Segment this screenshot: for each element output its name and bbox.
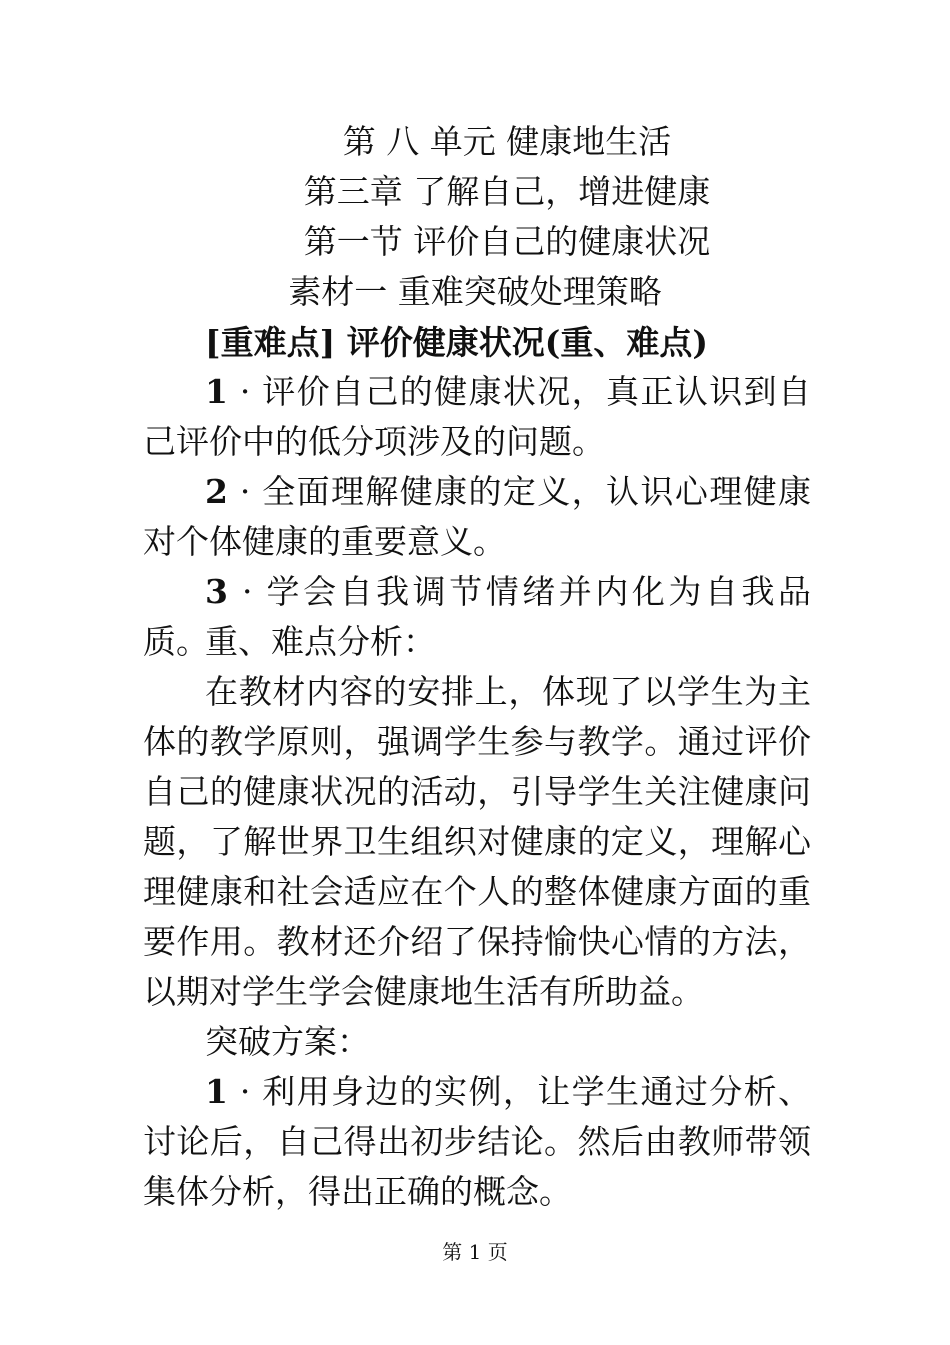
- goal-text: 全面理解健康的定义，认识心理健康对个体健康的重要意义。: [143, 472, 811, 561]
- plan-label: 突破方案：: [205, 1022, 370, 1061]
- plan-number: 1: [205, 1072, 228, 1111]
- plan-item-1: [143, 1067, 811, 1217]
- goal-text: 评价自己的健康状况，真正认识到自己评价中的低分项涉及的问题。: [143, 372, 811, 461]
- goal-item-1: [143, 367, 811, 467]
- goal-text: 学会自我调节情绪并内化为自我品质。: [143, 572, 811, 661]
- analysis-label: 重、难点分析：: [205, 622, 436, 661]
- goal-number: 1: [205, 372, 228, 411]
- goal-separator: ·: [239, 372, 251, 411]
- goal-number: 3: [205, 572, 228, 611]
- analysis-paragraph: 在教材内容的安排上，体现了以学生为主体的教学原则，强调学生参与教学。通过评价自己的健康状况的活动，引导学生关注健康问题，了解世界卫生组织对健康的定义，理解心理健康和社会适应在个人的整体健康方面的重要作用。教材还介绍了保持愉快心情的方法，以期对学生学会健康地生活有所助益。: [143, 672, 811, 1011]
- goal-number: 2: [205, 472, 228, 511]
- page-number: 第 1 页: [442, 1240, 508, 1264]
- goal-separator: ·: [239, 472, 251, 511]
- section-title: 第一节 评价自己的健康状况: [303, 222, 711, 261]
- key-points-heading: [重难点] 评价健康状况(重、难点): [205, 323, 708, 362]
- material-title: 素材一 重难突破处理策略: [288, 272, 662, 311]
- goal-item-2: [143, 467, 811, 567]
- plan-separator: ·: [239, 1072, 251, 1111]
- unit-title: 第 八 单元 健康地生活: [342, 122, 672, 161]
- plan-text: 利用身边的实例，让学生通过分析、讨论后，自己得出初步结论。然后由教师带领集体分析，得出正确的概念。: [143, 1072, 811, 1211]
- chapter-title: 第三章 了解自己，增进健康: [303, 172, 711, 211]
- goal-separator: ·: [242, 572, 253, 611]
